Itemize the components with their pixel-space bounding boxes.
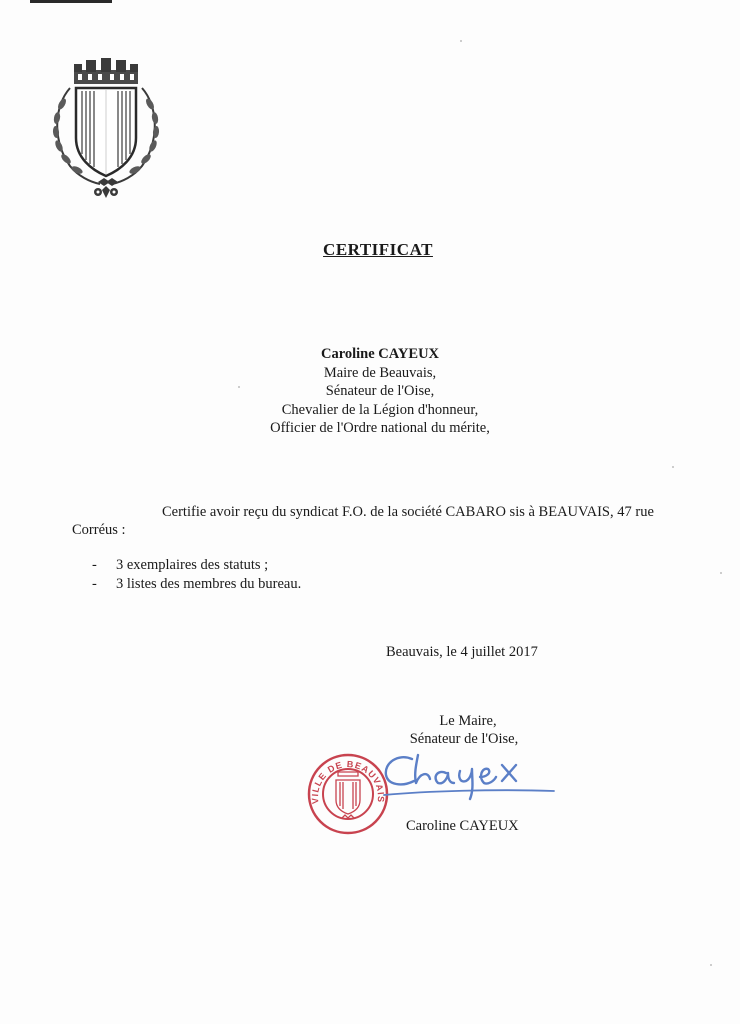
place-and-date: Beauvais, le 4 juillet 2017 [386,644,538,660]
received-items-list [92,556,301,593]
issuer-name: Caroline CAYEUX [320,346,440,362]
signatory-role: Le Maire, [439,713,497,729]
scan-speck [672,466,674,468]
certification-statement [72,503,692,539]
document-title: CERTIFICAT [323,240,433,259]
signer-name: Caroline CAYEUX [406,818,519,834]
list-item [92,575,301,594]
list-bullet: - [92,557,97,573]
scan-speck [710,964,712,966]
scan-speck [460,40,462,42]
svg-text:VILLE DE BEAUVAIS: VILLE DE BEAUVAIS [309,759,387,805]
scan-edge-mark [30,0,112,3]
statement-line: Certifie avoir reçu du syndicat F.O. de la société CABARO sis à BEAUVAIS, 47 rue [162,504,654,520]
list-bullet: - [92,575,97,592]
issuer-title: Sénateur de l'Oise, [325,383,435,399]
signatory-role: Sénateur de l'Oise, [409,731,519,747]
list-item [92,556,301,575]
issuer-title: Officier de l'Ordre national du mérite, [270,420,490,436]
list-item-text: 3 exemplaires des statuts ; [116,557,269,573]
scan-speck [720,572,722,574]
statement-line: Corréus : [72,522,126,538]
coat-of-arms-emblem [48,58,164,200]
scan-speck [238,386,240,388]
signatory-block [408,712,528,748]
issuer-block [0,345,740,438]
issuer-title: Maire de Beauvais, [323,364,437,381]
handwritten-signature [376,745,562,803]
list-item-text: 3 listes des membres du bureau. [116,575,302,592]
issuer-title: Chevalier de la Légion d'honneur, [281,401,479,418]
